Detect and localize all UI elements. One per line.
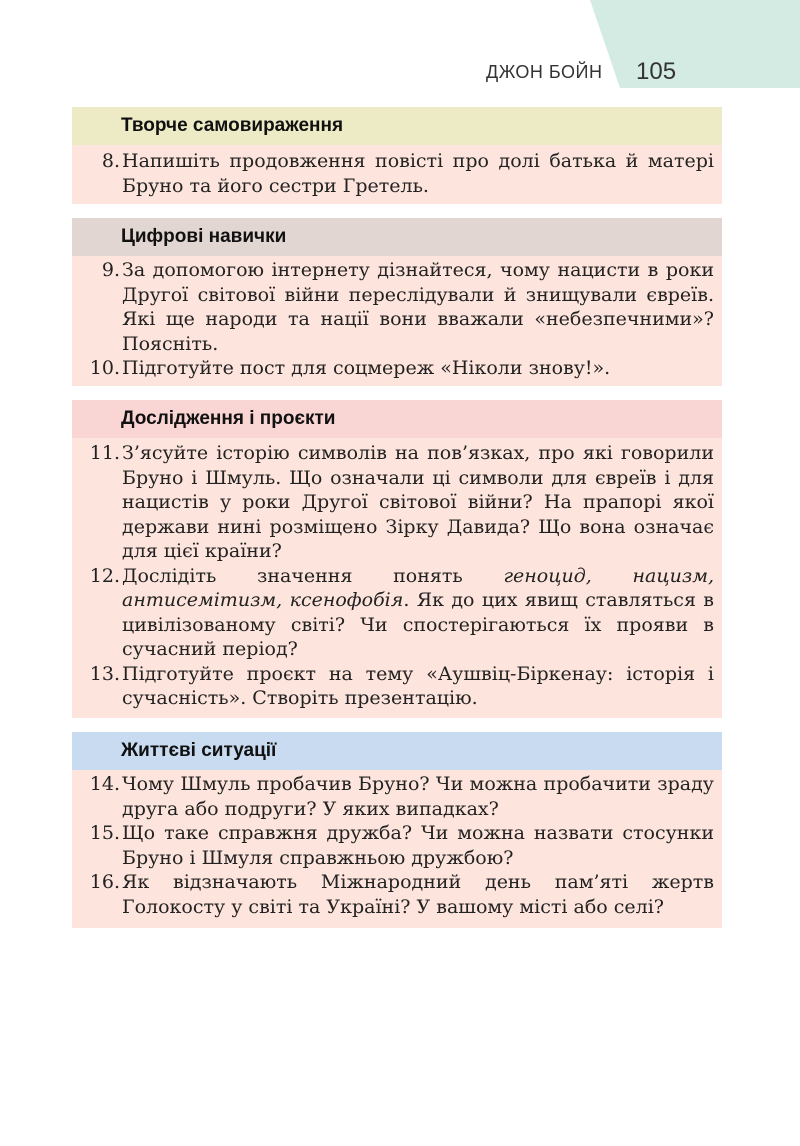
section-research-projects	[72, 400, 722, 718]
task-item	[72, 870, 722, 919]
task-item	[72, 149, 722, 198]
task-number: 16.	[89, 871, 120, 893]
task-text: Як відзначають Міжнародний день пам’яті жертв Голокосту у світі та Україні? У вашому місті або селі?	[122, 871, 714, 918]
task-item	[72, 662, 722, 711]
task-number: 12.	[89, 564, 120, 587]
task-item	[72, 356, 722, 381]
task-number: 10.	[89, 357, 120, 379]
task-item	[72, 258, 722, 356]
task-text	[122, 564, 722, 662]
task-text: Що таке справжня дружба? Чи можна назвати стосунки Бруно і Шмуля справжньою дружбою?	[122, 822, 714, 869]
task-text: Чому Шмуль пробачив Бруно? Чи можна пробачити зраду друга або подруги? У яких випадках?	[122, 773, 714, 820]
task-number: 13.	[89, 662, 120, 685]
section-header: Життєві ситуації	[72, 732, 722, 770]
task-text-terms: геноцид, нацизм, антисемітизм, ксенофобія	[122, 564, 714, 611]
task-item	[72, 441, 722, 564]
page-number: 105	[636, 58, 677, 85]
task-text: Підготуйте пост для соцмереж «Ніколи знову!».	[122, 357, 611, 379]
task-number: 15.	[89, 822, 120, 844]
task-item	[72, 821, 722, 870]
task-text: З’ясуйте історію символів на пов’язках, про які говорили Бруно і Шмуль. Що означали ці символи для євреїв і для нацистів у роки Другої світової війни? На прапорі якої держави нині розміщено Зірку Давида? Що вона означає для цієї країни?	[122, 442, 714, 562]
task-text-part: Дослідіть значення понять	[122, 564, 504, 587]
section-header: Цифрові навички	[72, 218, 722, 256]
task-item	[72, 564, 722, 662]
task-text: За допомогою інтернету дізнайтеся, чому нацисти в роки Другої світової війни переслідували й знищували євреїв. Які ще народи та нації вони вважали «небезпечними»? Поясніть.	[122, 259, 714, 355]
task-item	[72, 772, 722, 821]
task-text: Напишіть продовження повісті про долі батька й матері Бруно та його сестри Гретель.	[122, 150, 714, 197]
section-header: Творче самовираження	[72, 107, 722, 145]
task-number: 8.	[101, 150, 120, 172]
section-creative-expression	[72, 107, 722, 204]
section-digital-skills	[72, 218, 722, 386]
task-number: 14.	[89, 773, 120, 795]
section-header: Дослідження і проєкти	[72, 400, 722, 438]
section-life-situations	[72, 732, 722, 928]
task-text: Підготуйте проєкт на тему «Аушвіц-Біркенау: історія і сучасність». Створіть презентацію.	[122, 662, 714, 709]
task-text-part: . Як до цих явищ ставляться в цивілізованому світі? Чи спостерігаються їх прояви в сучасний період?	[122, 589, 714, 660]
running-header-author: ДЖОН БОЙН	[486, 62, 603, 82]
task-number: 9.	[101, 259, 120, 281]
task-number: 11.	[89, 442, 120, 464]
